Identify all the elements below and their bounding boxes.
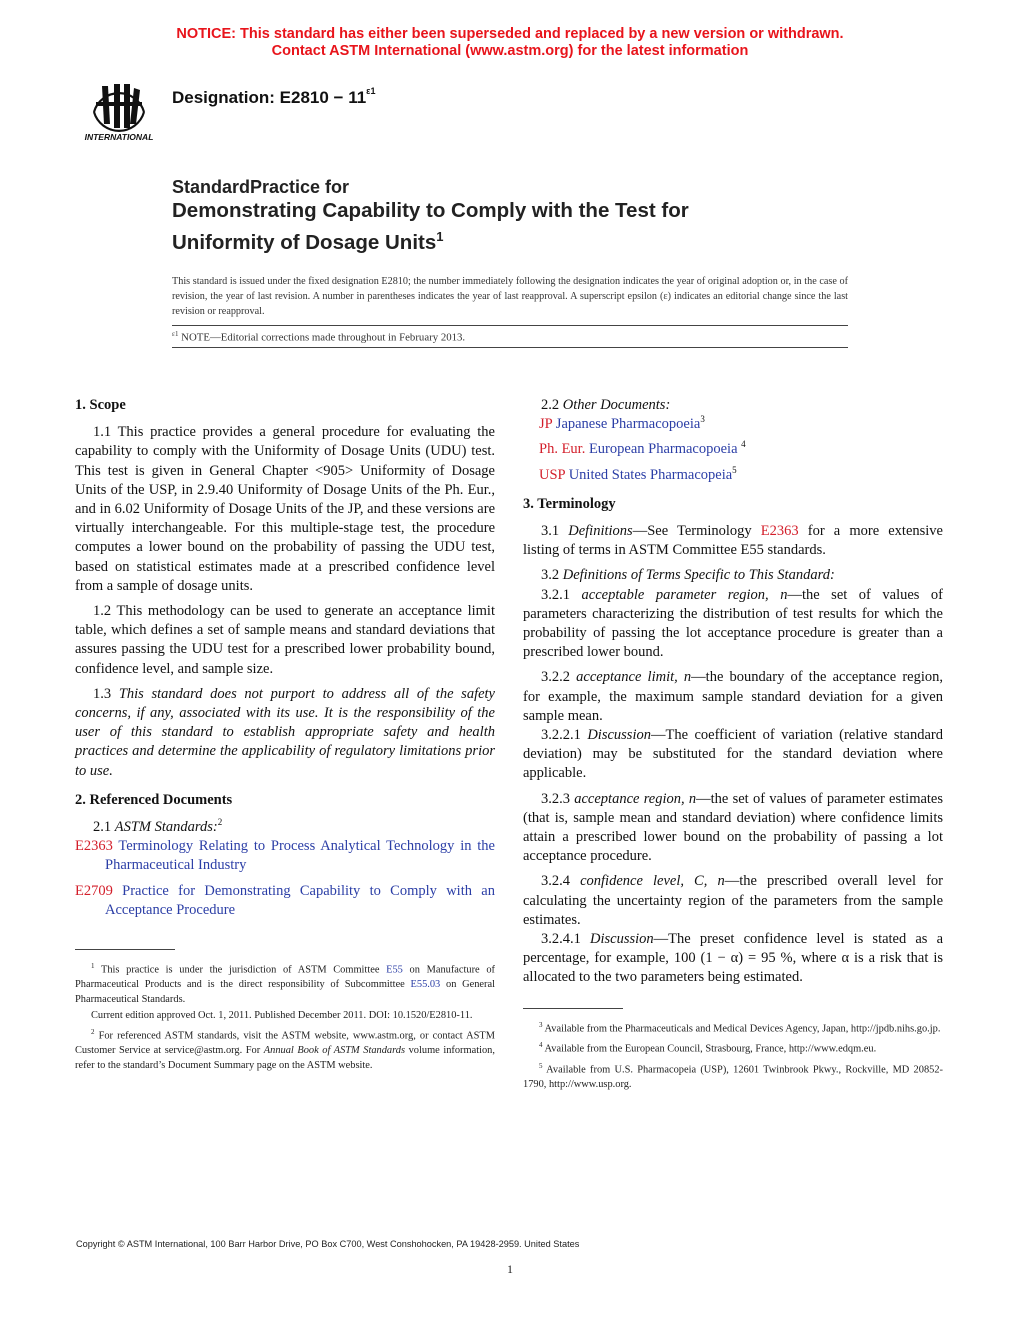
right-footnotes (523, 1018, 943, 1094)
paragraph-3-2-2-1: 3.2.2.1 Discussion—The coefficient of variation (relative standard deviation) may be substituted for the standard deviation where applicable. (523, 727, 944, 782)
right-footnote-rule (523, 1008, 623, 1009)
title-footnote-mark: 1 (436, 229, 444, 244)
title-line-2: Demonstrating Capability to Comply with the Test for (172, 199, 689, 222)
left-footnote-rule (75, 949, 175, 950)
editorial-note: $^{\varepsilon 1}$ NOTE—Editorial corrections made throughout in February 2013. (172, 330, 466, 344)
paragraph-2-1: 2.1 ASTM Standards:$^2$ (93, 817, 223, 836)
paragraph-3-2-4: 3.2.4 confidence level, C, n—the prescribed overall level for calculating the uncertainty region of the parameters from the sample estimates. (523, 873, 943, 928)
document-usp[interactable]: USP United States Pharmacopeia$^5$ (539, 464, 737, 483)
divider-bottom (172, 347, 848, 348)
designation-epsilon: ε1 (366, 86, 376, 97)
divider-top (172, 325, 848, 326)
paragraph-3-2-4-1: 3.2.4.1 Discussion—The preset confidence level is stated as a percentage, for example, 100 (1 − α) = 95 %, where α is a risk that is allocated to the two parameters being estimated. (523, 931, 944, 986)
paragraph-3-2-3: 3.2.3 acceptance region, n—the set of values of parameter estimates (that is, sample mean and standard deviation) where confidence limits attain a prescribed lower bound on the probability of passing a lot acceptance procedure. (523, 790, 944, 865)
footnote-4: $^4$ Available from the European Council, Strasbourg, France, http://www.edqm.eu. (539, 1041, 877, 1055)
section-scope-heading: 1. Scope (75, 397, 126, 413)
paragraph-3-1: 3.1 Definitions—See Terminology E2363 for a more extensive listing of terms in ASTM Committee E55 standards. (523, 523, 943, 559)
footnote-1: $^1$ This practice is under the jurisdiction of ASTM Committee E55 on Manufacture of Pharmaceutical Products and is the direct responsibility of Subcommittee E55.03 on General Pharmaceutical Standards. (75, 962, 496, 1006)
footnote-1-edition: Current edition approved Oct. 1, 2011. Published December 2011. DOI: 10.1520/E2810-11. (91, 1009, 473, 1021)
reference-e2363-title[interactable]: Terminology Relating to Process Analytical Technology in the Pharmaceutical Industry (105, 838, 495, 874)
link-e55-03[interactable]: E55.03 (410, 979, 441, 991)
page-number: 1 (507, 1262, 513, 1276)
section-referenced-documents-heading: 2. Referenced Documents (75, 791, 233, 808)
paragraph-3-2-2: 3.2.2 acceptance limit, n—the boundary of the acceptance region, for example, the maximum sample standard deviation for a given sample mean. (523, 669, 944, 724)
reference-e2363-code[interactable]: E2363 (75, 838, 113, 855)
designation (172, 88, 375, 108)
reference-e2363[interactable] (75, 837, 495, 875)
notice-line-2: Contact ASTM International (www.astm.org) for the latest information (271, 43, 749, 59)
paragraph-3-2-1: 3.2.1 acceptable parameter region, n—the set of values of parameters characterizing the distribution of test results for which the probability of passing the lot acceptance procedure is greater than a prescribed lower bound. (523, 586, 944, 661)
footnote-5: $^5$ Available from U.S. Pharmacopeia (USP), 12601 Twinbrook Pkwy., Rockville, MD 20852-1790, http://www.usp.org. (523, 1061, 943, 1090)
title-line-3: Uniformity of Dosage Units$^1$ (172, 229, 444, 254)
astm-logo-icon (76, 72, 162, 144)
document-ph-eur[interactable]: Ph. Eur. European Pharmacopoeia $^4$ (539, 439, 746, 458)
title-line-1: StandardPractice for (172, 177, 350, 197)
reference-e2709[interactable] (75, 882, 495, 920)
paragraph-1-2: 1.2 This methodology can be used to generate an acceptance limit table, which defines a set of sample means and standard deviations that assures passing the UDU test for a prescribed lower probability bound, confidence level, and sample size. (75, 603, 495, 677)
supersession-notice (0, 26, 1020, 60)
copyright-line: Copyright © ASTM International, 100 Barr Harbor Drive, PO Box C700, West Conshohocken, PA 19428-2959. United States (76, 1239, 580, 1249)
link-e2363[interactable]: E2363 (760, 523, 799, 540)
document-jp[interactable]: JP Japanese Pharmacopoeia$^3$ (539, 414, 705, 433)
paragraph-2-2: 2.2 Other Documents: (541, 397, 671, 413)
designation-label: Designation: E2810 − 11 (172, 88, 367, 107)
section-terminology-heading: 3. Terminology (523, 495, 616, 512)
paragraph-3-2: 3.2 Definitions of Terms Specific to This Standard: (541, 567, 835, 584)
left-footnotes (75, 959, 495, 1075)
right-column (523, 396, 943, 994)
issuance-statement: This standard is issued under the fixed designation E2810; the number immediately following the designation indicates the year of original adoption or, in the case of revision, the year of last revision. A number in parentheses indicates the year of last reapproval. A superscript epsilon (ε) indicates an editorial change since the last revision or reapproval. (172, 276, 848, 317)
paragraph-1-1: 1.1 This practice provides a general procedure for evaluating the capability to comply with the Uniformity of Dosage Units (UDU) test. This test is given in General Chapter <905> Uniformity of Dosage Units of the USP, in 2.9.40 Uniformity of Dosage Units of the Ph. Eur., and in 6.02 Uniformity of Dosage Units of the JP, and these versions are virtually interchangeable. For this multiple-stage test, the procedure computes a lower bound on the probability of passing the UDU test, based on statistical estimates made at a prescribed confidence level from a sample of dosage units. (75, 424, 495, 594)
logo-wordmark: INTERNATIONAL (84, 132, 154, 142)
left-column (75, 396, 495, 926)
footnote-2: $^2$ For referenced ASTM standards, visit the ASTM website, www.astm.org, or contact ASTM Customer Service at service@astm.org. For Annual Book of ASTM Standards volume information, refer to the standard’s Document Summary page on the ASTM website. (75, 1027, 495, 1071)
document-title (172, 176, 689, 256)
notice-line-1: NOTICE: This standard has either been superseded and replaced by a new version or withdrawn. (176, 26, 844, 42)
footnote-3: $^3$ Available from the Pharmaceuticals and Medical Devices Agency, Japan, http://jpdb.nihs.go.jp. (539, 1021, 941, 1035)
reference-e2709-code[interactable]: E2709 (75, 882, 113, 899)
reference-e2709-title[interactable]: Practice for Demonstrating Capability to Comply with an Acceptance Procedure (105, 882, 495, 918)
paragraph-1-3: 1.3 This standard does not purport to address all of the safety concerns, if any, associated with its use. It is the responsibility of the user of this standard to establish appropriate safety and health practices and determine the applicability of regulatory limitations prior to use. (75, 685, 495, 779)
astm-logo (76, 72, 162, 144)
link-e55[interactable]: E55 (386, 964, 403, 976)
